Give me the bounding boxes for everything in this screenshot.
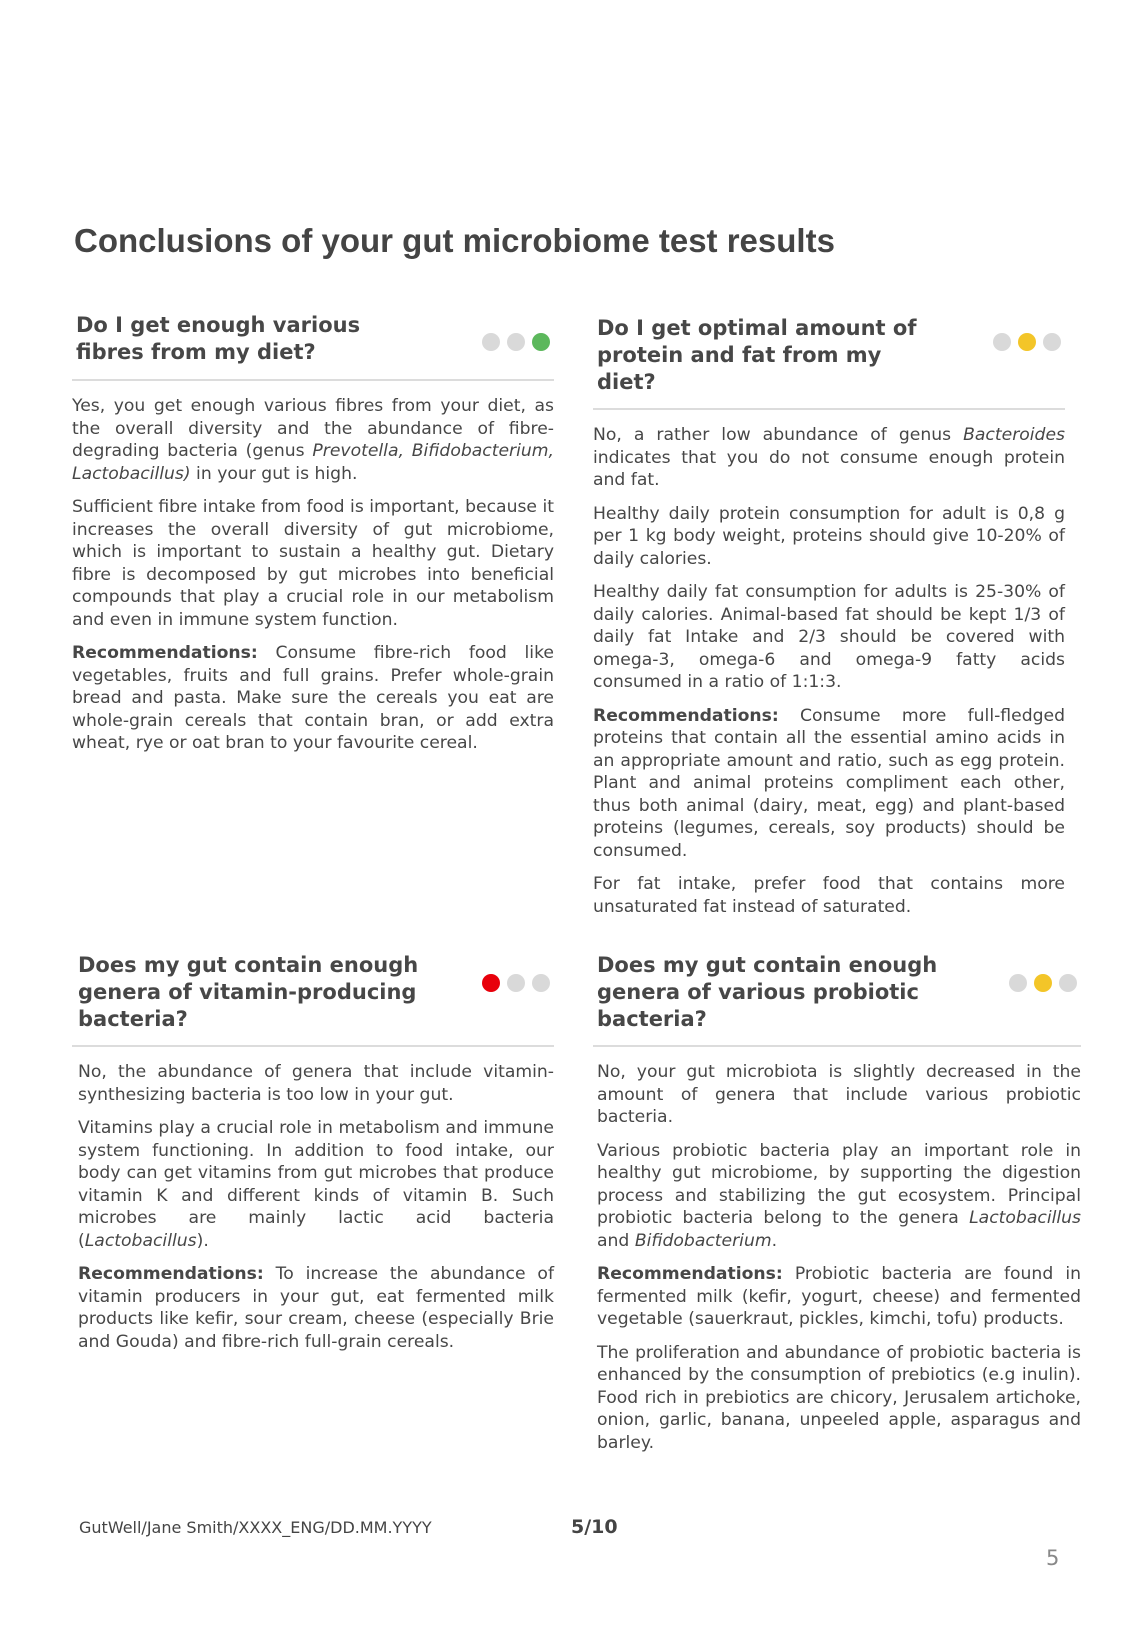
card-probiotic-bacteria [593, 940, 1081, 1465]
status-dot-yellow-inactive [507, 333, 525, 351]
page-number: 5 [1046, 1546, 1060, 1570]
card-body [593, 424, 1065, 918]
card-header [72, 300, 554, 381]
recommendations: Recommendations: Consume fibre-rich food like vegetables, fruits and full grains. Prefer whole-grain bread and pasta. Make sure the cereals you eat are whole-grain cereals that contain bran, or add extra wheat, rye or oat bran to your favourite cereal. [72, 643, 554, 753]
card-body [593, 1061, 1081, 1454]
recommendations: Recommendations: Consume more full-fledged proteins that contain all the essential amino acids in an appropriate amount and ratio, such as egg protein. Plant and animal proteins compliment each other, thus both animal (dairy, meat, egg) and plant-based proteins (legumes, cereals, soy products) should be consumed. [593, 705, 1065, 861]
card-vitamin-bacteria [72, 940, 554, 1364]
paragraph: No, your gut microbiota is slightly decreased in the amount of genera that include various probiotic bacteria. [597, 1062, 1081, 1127]
card-question: Do I get enough various fibres from my diet? [76, 313, 361, 364]
recommendations: Recommendations: Probiotic bacteria are found in fermented milk (kefir, yogurt, cheese) and fermented vegetable (sauerkraut, pickles, kimchi, tofu) products. [597, 1264, 1081, 1329]
paragraph: No, a rather low abundance of genus Bacteroides indicates that you do not consume enough protein and fat. [593, 425, 1065, 490]
status-dot-red-inactive [1009, 974, 1027, 992]
paragraph: Vitamins play a crucial role in metabolism and immune system functioning. In addition to food intake, our body can get vitamins from gut microbes that produce vitamin K and different kinds of vitamin B. Such microbes are mainly lactic acid bacteria (Lactobacillus). [78, 1118, 554, 1251]
status-indicator [993, 333, 1061, 351]
card-header [72, 940, 554, 1047]
status-dot-green-active [532, 333, 550, 351]
paragraph: Healthy daily protein consumption for adult is 0,8 g per 1 kg body weight, proteins should give 10-20% of daily calories. [593, 503, 1065, 569]
card-protein-fat [593, 300, 1065, 929]
card-question: Does my gut contain enough genera of various probiotic bacteria? [597, 953, 938, 1031]
page-counter: 5/10 [571, 1516, 618, 1538]
paragraph: The proliferation and abundance of probiotic bacteria is enhanced by the consumption of prebiotics (e.g inulin). Food rich in prebiotics are chicory, Jerusalem artichoke, onion, garlic, banana, unpeeled apple, asparagus and barley. [597, 1342, 1081, 1453]
recommendations: Recommendations: To increase the abundance of vitamin producers in your gut, eat fermented milk products like kefir, sour cream, cheese (especially Brie and Gouda) and fibre-rich full-grain cereals. [78, 1264, 554, 1352]
paragraph: Healthy daily fat consumption for adults is 25-30% of daily calories. Animal-based fat should be kept 1/3 of daily fat Intake and 2/3 should be covered with omega-3, omega-6 and omega-9 fatty acids consumed in a ratio of 1:1:3. [593, 582, 1065, 692]
status-dot-green-inactive [532, 974, 550, 992]
paragraph: Various probiotic bacteria play an important role in healthy gut microbiome, by supporting the digestion process and stabilizing the gut ecosystem. Principal probiotic bacteria belong to the genera Lactobacillus and Bifidobacterium. [597, 1140, 1081, 1251]
status-dot-red-inactive [482, 333, 500, 351]
card-body [72, 1061, 554, 1353]
status-indicator [1009, 974, 1077, 992]
paragraph: No, the abundance of genera that include vitamin-synthesizing bacteria is too low in your gut. [78, 1062, 554, 1105]
card-question: Does my gut contain enough genera of vitamin-producing bacteria? [78, 953, 419, 1031]
status-dot-yellow-active [1034, 974, 1052, 992]
card-body [72, 395, 554, 755]
card-fibres [72, 300, 554, 766]
status-dot-red-active [482, 974, 500, 992]
report-id: GutWell/Jane Smith/XXXX_ENG/DD.MM.YYYY [79, 1518, 432, 1537]
status-dot-green-inactive [1059, 974, 1077, 992]
page-title: Conclusions of your gut microbiome test results [74, 222, 835, 259]
card-question: Do I get optimal amount of protein and fat from my diet? [597, 316, 917, 394]
card-header [593, 940, 1081, 1047]
paragraph: Yes, you get enough various fibres from your diet, as the overall diversity and the abundance of fibre-degrading bacteria (genus Prevotella, Bifidobacterium, Lactobacillus) in your gut is high. [72, 396, 554, 484]
status-dot-yellow-inactive [507, 974, 525, 992]
card-header [593, 300, 1065, 410]
status-indicator [482, 974, 550, 992]
status-dot-yellow-active [1018, 333, 1036, 351]
paragraph: Sufficient fibre intake from food is important, because it increases the overall diversity of gut microbiome, which is important to sustain a healthy gut. Dietary fibre is decomposed by gut microbes into beneficial compounds that play a crucial role in our metabolism and even in immune system function. [72, 497, 554, 630]
status-dot-red-inactive [993, 333, 1011, 351]
status-dot-green-inactive [1043, 333, 1061, 351]
status-indicator [482, 333, 550, 351]
paragraph: For fat intake, prefer food that contains more unsaturated fat instead of saturated. [593, 874, 1065, 917]
